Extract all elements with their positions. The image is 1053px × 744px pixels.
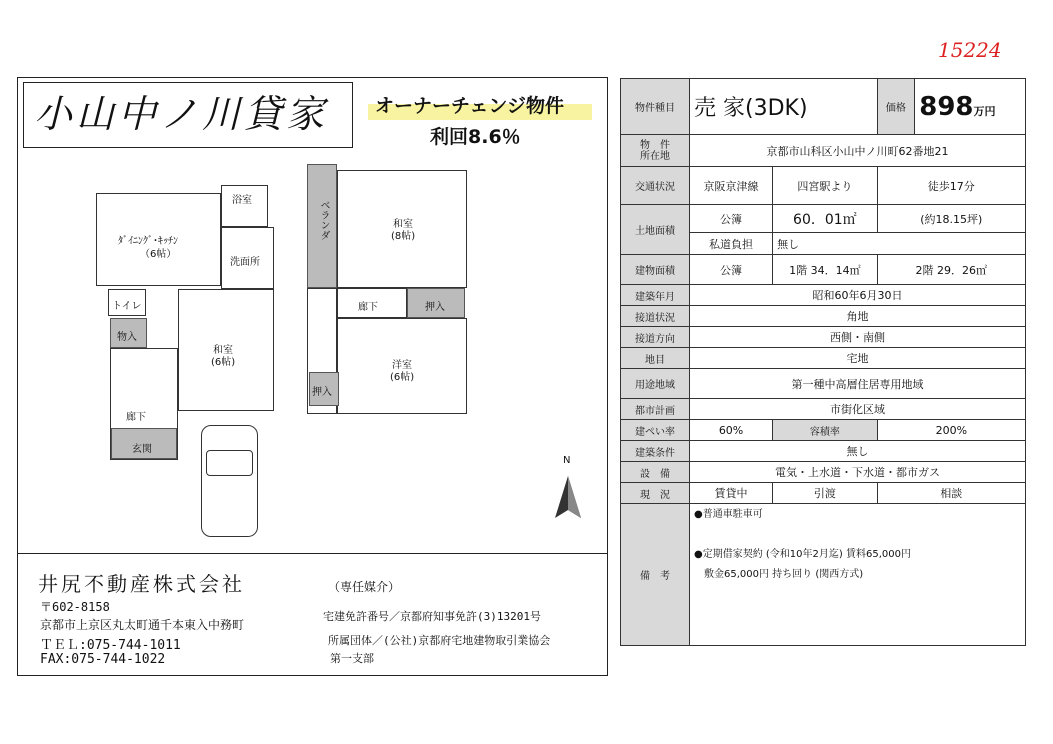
private-road-value: 無し: [773, 233, 1026, 255]
company-separator: [18, 553, 607, 554]
location-value: 京都市山科区小山中ノ川町62番地21: [690, 135, 1026, 167]
toilet-label: トイレ: [112, 301, 142, 312]
notes-label: 備 考: [621, 504, 690, 646]
spec-table: [620, 78, 1026, 646]
status-label: 現 況: [621, 483, 690, 504]
association: 所属団体／(公社)京都府宅地建物取引業協会: [328, 634, 551, 647]
western-room-size: (6帖): [390, 372, 415, 383]
building-f2: 2階 29．26㎡: [877, 255, 1025, 285]
north-arrow-icon: [553, 470, 583, 524]
coverage-value: 60%: [690, 420, 773, 441]
company-address: 京都市上京区丸太町通千本東入中務町: [40, 618, 245, 632]
equip-label: 設 備: [621, 462, 690, 483]
equip-value: 電気・上水道・下水道・都市ガス: [690, 462, 1026, 483]
far-value: 200%: [877, 420, 1025, 441]
cond-value: 無し: [690, 441, 1026, 462]
bath-label: 浴室: [232, 195, 252, 206]
washroom-label: 洗面所: [230, 257, 260, 268]
private-road-label: 私道負担: [690, 233, 773, 255]
yield: 利回8.6％: [430, 126, 521, 148]
japanese-room-2-size: (8帖): [391, 231, 416, 242]
category-label: 地目: [621, 348, 690, 369]
branch: 第一支部: [330, 652, 374, 665]
japanese-room-1-label: 和室: [213, 345, 233, 356]
closet-1-label: 押入: [425, 302, 445, 313]
japanese-room-1-size: (6帖): [211, 357, 236, 368]
company-tel: ＴＥＬ:075-744-1011: [40, 638, 181, 653]
zoning-value: 第一種中高層住居専用地域: [690, 369, 1026, 399]
transport-line: 京阪京津線: [690, 167, 773, 205]
road-label: 接道状況: [621, 306, 690, 327]
plan-label: 都市計画: [621, 399, 690, 420]
price-unit: 万円: [973, 104, 996, 118]
handover-label: 引渡: [773, 483, 878, 504]
zoning-label: 用途地域: [621, 369, 690, 399]
type-value: 売 家(3DK): [690, 79, 878, 135]
building-basis: 公簿: [690, 255, 773, 285]
price-value: 898: [919, 91, 974, 122]
japanese-room-2-label: 和室: [393, 219, 413, 230]
land-label: 土地面積: [621, 205, 690, 255]
plan-value: 市街化区域: [690, 399, 1026, 420]
company-name: 井尻不動産株式会社: [38, 572, 245, 596]
transport-station: 四宮駅より: [773, 167, 878, 205]
land-tsubo: (約18.15坪): [877, 205, 1025, 233]
postal-code: 〒602-8158: [40, 600, 110, 614]
built-label: 建築年月: [621, 285, 690, 306]
cond-label: 建築条件: [621, 441, 690, 462]
storage-label: 物入: [117, 332, 137, 343]
company-fax: FAX:075-744-1022: [40, 652, 166, 667]
far-label: 容積率: [773, 420, 878, 441]
coverage-label: 建ぺい率: [621, 420, 690, 441]
price-label: 価格: [877, 79, 915, 135]
veranda-label: ベランダ: [318, 200, 329, 240]
handover-value: 相談: [877, 483, 1025, 504]
type-label: 物件種目: [621, 79, 690, 135]
land-value: 60．01㎡: [773, 205, 878, 233]
land-basis: 公簿: [690, 205, 773, 233]
category-value: 宅地: [690, 348, 1026, 369]
built-value: 昭和60年6月30日: [690, 285, 1026, 306]
hall-1-label: 廊下: [126, 412, 146, 423]
hall-2-label: 廊下: [358, 302, 378, 313]
status-value: 賃貸中: [690, 483, 773, 504]
direction-label: 接道方向: [621, 327, 690, 348]
note-lease: ●定期借家契約 (令和10年2月迄) 賃料65,000円: [694, 549, 911, 560]
property-title: 小山中ノ川貸家: [23, 82, 353, 148]
car-parking-icon: [201, 425, 258, 537]
entrance-label: 玄関: [132, 444, 152, 455]
building-label: 建物面積: [621, 255, 690, 285]
dining-size: （6帖）: [140, 249, 177, 260]
handwritten-id: 15224: [938, 38, 1002, 62]
location-label: 物 件 所在地: [621, 135, 690, 167]
dining-label: ﾀﾞｲﾆﾝｸﾞ･ｷｯﾁﾝ: [118, 236, 178, 247]
building-f1: 1階 34．14㎡: [773, 255, 878, 285]
broker-type: （専任媒介）: [328, 580, 401, 594]
car-windshield-icon: [206, 450, 253, 476]
transport-walk: 徒歩17分: [877, 167, 1025, 205]
road-value: 角地: [690, 306, 1026, 327]
license-number: 宅建免許番号／京都府知事免許(3)13201号: [323, 610, 541, 623]
subtitle: オーナーチェンジ物件: [375, 95, 564, 117]
closet-2-label: 押入: [312, 387, 332, 398]
note-parking: ●普通車駐車可: [694, 509, 763, 520]
western-room-label: 洋室: [392, 360, 412, 371]
direction-value: 西側・南側: [690, 327, 1026, 348]
north-label: N: [563, 455, 571, 466]
note-deposit: 敷金65,000円 持ち回り (関西方式): [704, 569, 864, 580]
transport-label: 交通状況: [621, 167, 690, 205]
